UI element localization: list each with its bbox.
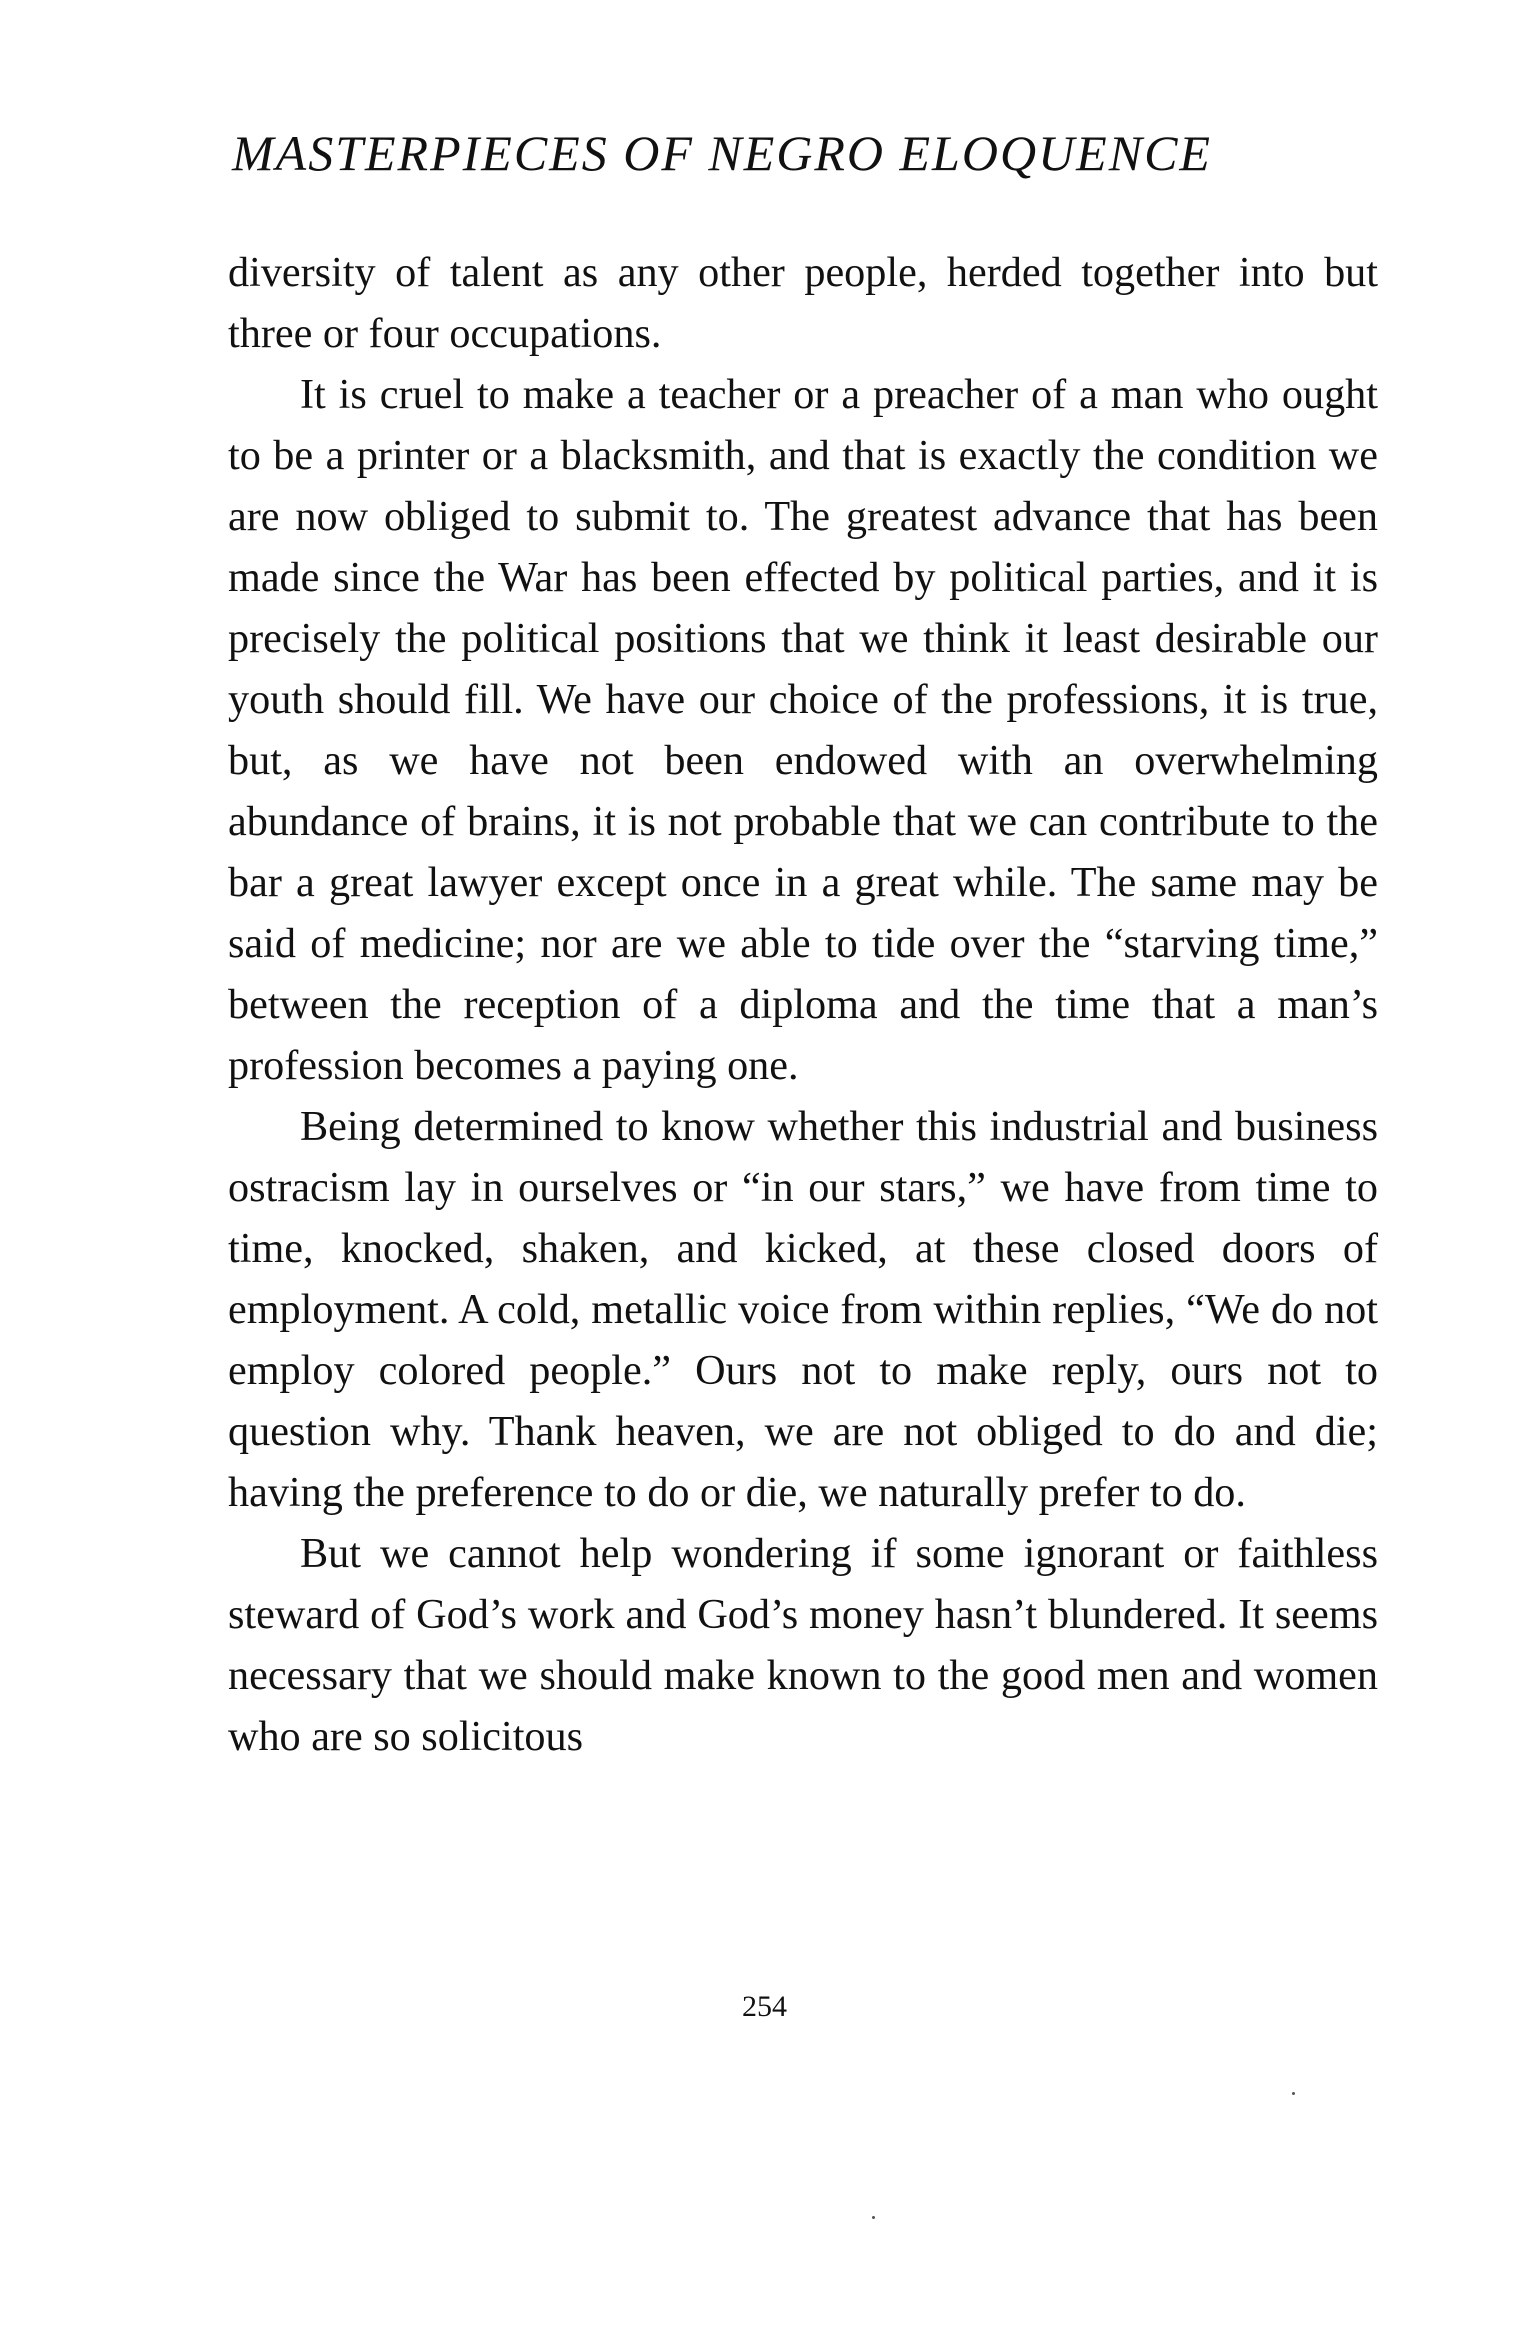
paragraph: Being determined to know whether this industrial and business ostracism lay in ourselves or “in our stars,” we have from time to time, knocked, shaken, and kicked, at these closed doors of employment. A cold, metallic voice from within replies, “We do not employ colored people.” Ours not to make reply, ours not to question why. Thank heaven, we are not obliged to do and die; having the preference to do or die, we naturally prefer to do. bbox=[228, 1103, 1378, 1516]
paragraph: It is cruel to make a teacher or a preacher of a man who ought to be a printer or a blacksmith, and that is exactly the condition we are now obliged to submit to. The greatest advance that has been made since the War has been effected by political parties, and it is precisely the political positions that we think it least desirable our youth should fill. We have our choice of the professions, it is true, but, as we have not been endowed with an overwhelming abundance of brains, it is not probable that we can contribute to the bar a great lawyer except once in a great while. The same may be said of medicine; nor are we able to tide over the “starving time,” between the reception of a diploma and the time that a man’s profession becomes a paying one. bbox=[228, 371, 1378, 1089]
paragraph-continued: diversity of talent as any other people, herded together into but three or four occupations. bbox=[228, 249, 1378, 357]
scan-speck bbox=[872, 2216, 875, 2219]
running-head: MASTERPIECES OF NEGRO ELOQUENCE bbox=[232, 125, 1212, 181]
scan-speck bbox=[1292, 2092, 1295, 2095]
page-number: 254 bbox=[742, 1990, 787, 2023]
body-text bbox=[228, 242, 1378, 1767]
paragraph: But we cannot help wondering if some ignorant or faithless steward of God’s work and God’s money hasn’t blundered. It seems necessary that we should make known to the good men and women who are so solicitous bbox=[228, 1530, 1378, 1760]
